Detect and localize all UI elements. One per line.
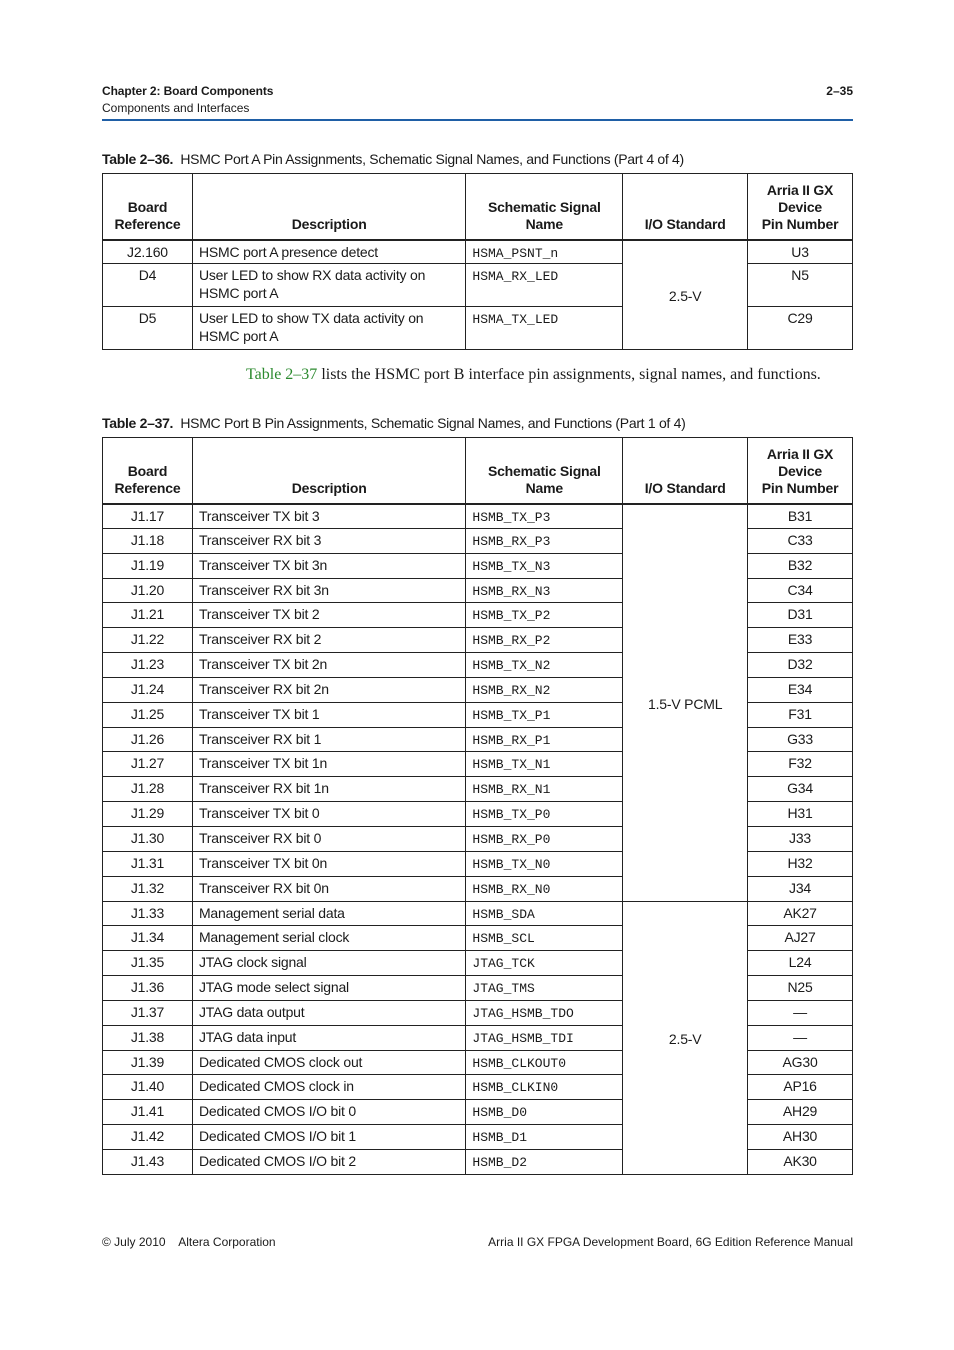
col-board-reference: Board Reference (103, 174, 193, 240)
pin-number: D31 (748, 603, 853, 628)
description: Dedicated CMOS I/O bit 2 (192, 1149, 465, 1174)
signal-name: HSMB_RX_P2 (466, 628, 623, 653)
signal-name: JTAG_HSMB_TDO (466, 1000, 623, 1025)
io-standard-cell: 2.5-V (623, 240, 748, 350)
table-37-link[interactable]: Table 2–37 (246, 366, 318, 383)
table-row: J2.160 HSMC port A presence detect HSMA_PSNT_n 2.5-V U3 (103, 240, 853, 264)
signal-name: JTAG_HSMB_TDI (466, 1025, 623, 1050)
pin-number: AH29 (748, 1100, 853, 1125)
pin-number: AK27 (748, 901, 853, 926)
signal-name: HSMB_TX_N0 (466, 851, 623, 876)
board-reference: J1.31 (103, 851, 193, 876)
signal-name: HSMB_TX_P1 (466, 702, 623, 727)
description: Dedicated CMOS clock in (192, 1075, 465, 1100)
pin-number: N25 (748, 976, 853, 1001)
table-row (103, 901, 853, 926)
pin-number: AK30 (748, 1149, 853, 1174)
signal-name: HSMB_TX_N1 (466, 752, 623, 777)
board-reference: J1.26 (103, 727, 193, 752)
board-reference: J1.28 (103, 777, 193, 802)
board-reference: J1.19 (103, 553, 193, 578)
footer-manual-title: Arria II GX FPGA Development Board, 6G Edition Reference Manual (488, 1235, 853, 1249)
signal-name: HSMB_RX_N3 (466, 578, 623, 603)
pin-number: AJ27 (748, 926, 853, 951)
description: Transceiver TX bit 3 (192, 504, 465, 529)
description: Dedicated CMOS I/O bit 0 (192, 1100, 465, 1125)
col-description: Description (192, 438, 465, 504)
board-reference: J1.33 (103, 901, 193, 926)
description: JTAG clock signal (192, 951, 465, 976)
board-reference: J1.21 (103, 603, 193, 628)
table-37-label: Table 2–37. (102, 415, 174, 431)
table-36-title: HSMC Port A Pin Assignments, Schematic Signal Names, and Functions (Part 4 of 4) (180, 151, 684, 167)
col-signal-name: Schematic Signal Name (466, 174, 623, 240)
description: JTAG mode select signal (192, 976, 465, 1001)
col-io-standard: I/O Standard (623, 438, 748, 504)
signal-name: HSMB_SCL (466, 926, 623, 951)
signal-name: HSMB_RX_P1 (466, 727, 623, 752)
board-reference: J1.42 (103, 1125, 193, 1150)
col-pin-number: Arria II GX Device Pin Number (748, 438, 853, 504)
pin-number: H31 (748, 802, 853, 827)
col-signal-name: Schematic Signal Name (466, 438, 623, 504)
table-37-caption (102, 415, 685, 431)
description: Transceiver RX bit 2n (192, 677, 465, 702)
table-36-label: Table 2–36. (102, 151, 174, 167)
page-footer (102, 1235, 853, 1249)
description: Transceiver RX bit 3n (192, 578, 465, 603)
pin-number: B32 (748, 553, 853, 578)
header-rule (102, 119, 853, 121)
col-description: Description (192, 174, 465, 240)
pin-number: F31 (748, 702, 853, 727)
pin-number: AP16 (748, 1075, 853, 1100)
pin-number: F32 (748, 752, 853, 777)
table-37-title: HSMC Port B Pin Assignments, Schematic Signal Names, and Functions (Part 1 of 4) (180, 415, 686, 431)
page-header (102, 84, 853, 115)
signal-name: HSMB_TX_P0 (466, 802, 623, 827)
description: Transceiver RX bit 0 (192, 826, 465, 851)
pin-number: AG30 (748, 1050, 853, 1075)
pin-number: C34 (748, 578, 853, 603)
board-reference: J1.23 (103, 653, 193, 678)
table-37 (102, 437, 853, 1175)
pin-number: C33 (748, 528, 853, 553)
description: Transceiver TX bit 2 (192, 603, 465, 628)
board-reference: J1.29 (103, 802, 193, 827)
board-reference: J1.24 (103, 677, 193, 702)
signal-name: HSMB_TX_N3 (466, 553, 623, 578)
board-reference: J1.41 (103, 1100, 193, 1125)
chapter-title: Chapter 2: Board Components (102, 84, 274, 98)
pin-number: D32 (748, 653, 853, 678)
table-row: D5 User LED to show TX data activity on HSMC port A HSMA_TX_LED C29 (103, 307, 853, 350)
board-reference: J1.30 (103, 826, 193, 851)
col-board-reference: Board Reference (103, 438, 193, 504)
description: Transceiver TX bit 1 (192, 702, 465, 727)
section-title: Components and Interfaces (102, 101, 250, 115)
col-pin-number: Arria II GX Device Pin Number (748, 174, 853, 240)
board-reference: J1.22 (103, 628, 193, 653)
signal-name: HSMB_D2 (466, 1149, 623, 1174)
board-reference: J1.35 (103, 951, 193, 976)
description: Management serial data (192, 901, 465, 926)
pin-number: H32 (748, 851, 853, 876)
description: Dedicated CMOS clock out (192, 1050, 465, 1075)
signal-name: HSMB_D1 (466, 1125, 623, 1150)
signal-name: HSMB_RX_N0 (466, 876, 623, 901)
pin-number: E33 (748, 628, 853, 653)
io-standard-cell: 2.5-V (623, 901, 748, 1174)
description: JTAG data output (192, 1000, 465, 1025)
body-paragraph: Table 2–37 lists the HSMC port B interface pin assignments, signal names, and functions. (246, 366, 821, 383)
board-reference: J1.39 (103, 1050, 193, 1075)
signal-name: HSMB_TX_N2 (466, 653, 623, 678)
pin-number: L24 (748, 951, 853, 976)
pin-number: J33 (748, 826, 853, 851)
signal-name: JTAG_TCK (466, 951, 623, 976)
board-reference: J1.34 (103, 926, 193, 951)
pin-number: AH30 (748, 1125, 853, 1150)
description: Transceiver RX bit 3 (192, 528, 465, 553)
signal-name: HSMB_RX_N2 (466, 677, 623, 702)
board-reference: J1.38 (103, 1025, 193, 1050)
description: JTAG data input (192, 1025, 465, 1050)
io-standard-cell: 1.5-V PCML (623, 504, 748, 902)
page-number: 2–35 (826, 84, 853, 98)
pin-number: J34 (748, 876, 853, 901)
signal-name: HSMB_RX_P3 (466, 528, 623, 553)
signal-name: HSMB_TX_P3 (466, 504, 623, 529)
board-reference: J1.25 (103, 702, 193, 727)
col-io-standard: I/O Standard (623, 174, 748, 240)
description: Transceiver TX bit 3n (192, 553, 465, 578)
pin-number: G33 (748, 727, 853, 752)
pin-number: B31 (748, 504, 853, 529)
table-row: D4 User LED to show RX data activity on HSMC port A HSMA_RX_LED N5 (103, 264, 853, 307)
description: Management serial clock (192, 926, 465, 951)
description: Transceiver TX bit 1n (192, 752, 465, 777)
board-reference: J1.20 (103, 578, 193, 603)
board-reference: J1.18 (103, 528, 193, 553)
pin-number: — (748, 1025, 853, 1050)
description: Transceiver TX bit 0 (192, 802, 465, 827)
description: Transceiver RX bit 0n (192, 876, 465, 901)
footer-copyright: © July 2010 Altera Corporation (102, 1235, 276, 1249)
pin-number: — (748, 1000, 853, 1025)
table-36-caption (102, 151, 684, 167)
board-reference: J1.17 (103, 504, 193, 529)
description: Transceiver RX bit 1 (192, 727, 465, 752)
board-reference: J1.27 (103, 752, 193, 777)
signal-name: HSMB_CLKOUT0 (466, 1050, 623, 1075)
description: Dedicated CMOS I/O bit 1 (192, 1125, 465, 1150)
signal-name: HSMB_SDA (466, 901, 623, 926)
table-37-body (103, 504, 853, 1175)
board-reference: J1.32 (103, 876, 193, 901)
signal-name: HSMB_D0 (466, 1100, 623, 1125)
description: Transceiver TX bit 0n (192, 851, 465, 876)
board-reference: J1.43 (103, 1149, 193, 1174)
table-row (103, 504, 853, 529)
pin-number: E34 (748, 677, 853, 702)
signal-name: HSMB_RX_P0 (466, 826, 623, 851)
board-reference: J1.36 (103, 976, 193, 1001)
signal-name: HSMB_CLKIN0 (466, 1075, 623, 1100)
signal-name: JTAG_TMS (466, 976, 623, 1001)
pin-number: G34 (748, 777, 853, 802)
board-reference: J1.37 (103, 1000, 193, 1025)
description: Transceiver RX bit 2 (192, 628, 465, 653)
description: Transceiver RX bit 1n (192, 777, 465, 802)
table-36 (102, 173, 853, 350)
signal-name: HSMB_TX_P2 (466, 603, 623, 628)
description: Transceiver TX bit 2n (192, 653, 465, 678)
signal-name: HSMB_RX_N1 (466, 777, 623, 802)
board-reference: J1.40 (103, 1075, 193, 1100)
